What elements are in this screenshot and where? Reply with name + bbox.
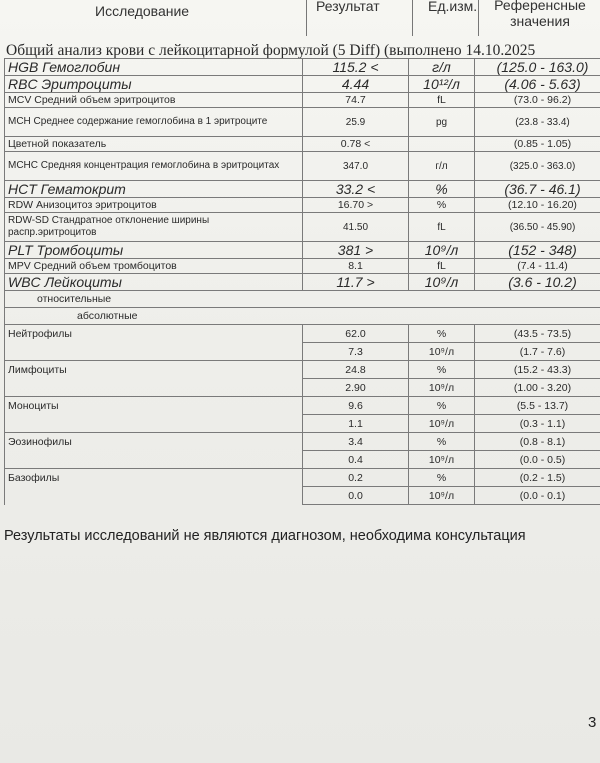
row-unit: pg xyxy=(409,108,475,137)
row-result: 115.2 < xyxy=(303,59,409,76)
row-unit: 10⁹/л xyxy=(409,415,475,433)
row-unit: % xyxy=(409,433,475,451)
row-unit: fL xyxy=(409,93,475,108)
row-ref: (3.6 - 10.2) xyxy=(475,274,600,291)
row-ref: (73.0 - 96.2) xyxy=(475,93,600,108)
table-row xyxy=(5,242,600,259)
table-row xyxy=(5,93,600,108)
row-name-empty xyxy=(5,487,303,505)
results-table xyxy=(4,58,600,505)
row-ref: (1.7 - 7.6) xyxy=(475,343,600,361)
row-result: 1.1 xyxy=(303,415,409,433)
row-result: 2.90 xyxy=(303,379,409,397)
row-name: Базофилы xyxy=(5,469,303,487)
header-study: Исследование xyxy=(95,3,190,19)
row-ref: (0.8 - 8.1) xyxy=(475,433,600,451)
row-unit: % xyxy=(409,361,475,379)
row-ref: (4.06 - 5.63) xyxy=(475,76,600,93)
table-row xyxy=(5,397,600,415)
table-row xyxy=(5,213,600,242)
row-result: 33.2 < xyxy=(303,181,409,198)
row-result: 8.1 xyxy=(303,259,409,274)
table-row xyxy=(5,76,600,93)
table-row xyxy=(5,361,600,379)
row-name: RDW-SD Стандратное отклонение ширины распр.эритроцитов xyxy=(5,213,303,242)
row-name: MCHC Средняя концентрация гемоглобина в эритроцитах xyxy=(5,152,303,181)
table-row xyxy=(5,181,600,198)
row-name-empty xyxy=(5,379,303,397)
row-result: 0.0 xyxy=(303,487,409,505)
table-row xyxy=(5,469,600,487)
row-name: MCH Среднее содержание гемоглобина в 1 эритроците xyxy=(5,108,303,137)
row-name: Лимфоциты xyxy=(5,361,303,379)
row-ref: (36.50 - 45.90) xyxy=(475,213,600,242)
table-row xyxy=(5,433,600,451)
row-name: Цветной показатель xyxy=(5,137,303,152)
row-unit: 10⁹/л xyxy=(409,487,475,505)
header-divider xyxy=(478,0,479,36)
absolute-label-row xyxy=(5,308,600,325)
table-header xyxy=(0,0,600,36)
row-name-empty xyxy=(5,451,303,469)
row-ref: (12.10 - 16.20) xyxy=(475,198,600,213)
row-ref: (0.0 - 0.1) xyxy=(475,487,600,505)
row-ref: (36.7 - 46.1) xyxy=(475,181,600,198)
table-row xyxy=(5,59,600,76)
row-unit: % xyxy=(409,181,475,198)
row-result: 41.50 xyxy=(303,213,409,242)
table-row xyxy=(5,451,600,469)
header-divider xyxy=(412,0,413,36)
table-row xyxy=(5,325,600,343)
row-ref: (0.0 - 0.5) xyxy=(475,451,600,469)
header-result: Результат xyxy=(316,0,380,14)
relative-label-row xyxy=(5,291,600,308)
row-ref: (43.5 - 73.5) xyxy=(475,325,600,343)
row-name: RDW Анизоцитоз эритроцитов xyxy=(5,198,303,213)
table-row xyxy=(5,379,600,397)
row-result: 25.9 xyxy=(303,108,409,137)
table-row xyxy=(5,198,600,213)
row-unit xyxy=(409,137,475,152)
table-row xyxy=(5,415,600,433)
row-name: RBC Эритроциты xyxy=(5,76,303,93)
row-result: 0.78 < xyxy=(303,137,409,152)
row-unit: 10⁹/л xyxy=(409,379,475,397)
header-reference: Референсные значения xyxy=(494,0,586,29)
row-unit: 10¹²/л xyxy=(409,76,475,93)
table-row xyxy=(5,137,600,152)
table-row xyxy=(5,152,600,181)
disclaimer-text: Результаты исследований не являются диагнозом, необходима консультация xyxy=(4,528,526,544)
row-result: 9.6 xyxy=(303,397,409,415)
row-name: HGB Гемоглобин xyxy=(5,59,303,76)
row-ref: (0.2 - 1.5) xyxy=(475,469,600,487)
row-result: 74.7 xyxy=(303,93,409,108)
row-result: 381 > xyxy=(303,242,409,259)
row-unit: % xyxy=(409,198,475,213)
row-ref: (15.2 - 43.3) xyxy=(475,361,600,379)
row-name: Эозинофилы xyxy=(5,433,303,451)
row-result: 0.2 xyxy=(303,469,409,487)
row-unit: % xyxy=(409,325,475,343)
row-result: 4.44 xyxy=(303,76,409,93)
row-unit: fL xyxy=(409,213,475,242)
row-name: MCV Средний объем эритроцитов xyxy=(5,93,303,108)
relative-label: относительные xyxy=(5,291,600,308)
row-ref: (0.85 - 1.05) xyxy=(475,137,600,152)
row-name: MPV Средний объем тромбоцитов xyxy=(5,259,303,274)
row-ref: (1.00 - 3.20) xyxy=(475,379,600,397)
row-name-empty xyxy=(5,343,303,361)
row-ref: (5.5 - 13.7) xyxy=(475,397,600,415)
row-name: PLT Тромбоциты xyxy=(5,242,303,259)
row-unit: г/л xyxy=(409,152,475,181)
row-name: HCT Гематокрит xyxy=(5,181,303,198)
row-name: Моноциты xyxy=(5,397,303,415)
row-ref: (7.4 - 11.4) xyxy=(475,259,600,274)
page-number: 3 xyxy=(588,714,597,731)
row-unit: г/л xyxy=(409,59,475,76)
row-ref: (0.3 - 1.1) xyxy=(475,415,600,433)
row-unit: % xyxy=(409,397,475,415)
row-unit: % xyxy=(409,469,475,487)
row-name: Нейтрофилы xyxy=(5,325,303,343)
row-result: 3.4 xyxy=(303,433,409,451)
header-divider xyxy=(306,0,307,36)
row-ref: (125.0 - 163.0) xyxy=(475,59,600,76)
row-unit: 10⁹/л xyxy=(409,343,475,361)
row-name: WBC Лейкоциты xyxy=(5,274,303,291)
row-result: 16.70 > xyxy=(303,198,409,213)
table-row xyxy=(5,259,600,274)
analysis-title: Общий анализ крови с лейкоцитарной формулой (5 Diff) (выполнено 14.10.2025 xyxy=(6,42,536,59)
row-name-empty xyxy=(5,415,303,433)
row-result: 347.0 xyxy=(303,152,409,181)
absolute-label: абсолютные xyxy=(5,308,600,325)
row-unit: 10⁹/л xyxy=(409,274,475,291)
row-ref: (325.0 - 363.0) xyxy=(475,152,600,181)
row-result: 7.3 xyxy=(303,343,409,361)
row-result: 62.0 xyxy=(303,325,409,343)
header-unit: Ед.изм. xyxy=(428,0,478,14)
row-unit: 10⁹/л xyxy=(409,242,475,259)
row-unit: 10⁹/л xyxy=(409,451,475,469)
table-row xyxy=(5,108,600,137)
row-ref: (23.8 - 33.4) xyxy=(475,108,600,137)
table-row xyxy=(5,274,600,291)
table-row xyxy=(5,487,600,505)
row-unit: fL xyxy=(409,259,475,274)
row-ref: (152 - 348) xyxy=(475,242,600,259)
row-result: 0.4 xyxy=(303,451,409,469)
row-result: 24.8 xyxy=(303,361,409,379)
table-row xyxy=(5,343,600,361)
row-result: 11.7 > xyxy=(303,274,409,291)
